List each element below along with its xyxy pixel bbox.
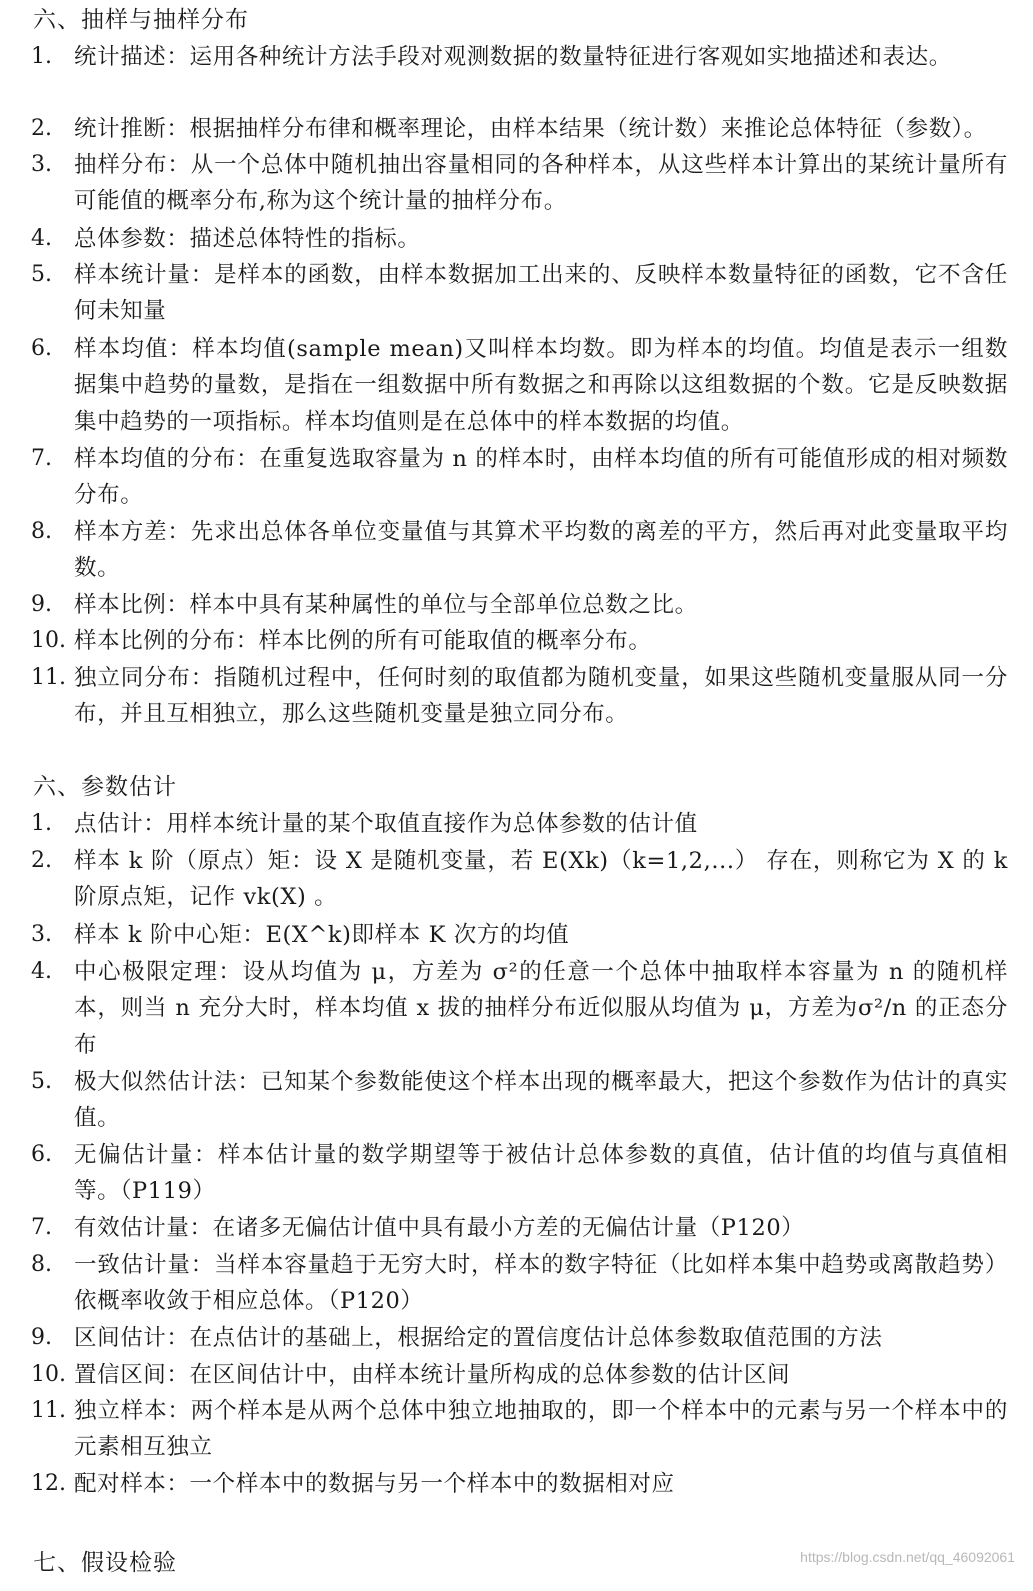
- item-number: 12.: [31, 1471, 66, 1496]
- item-text: 统计推断：根据抽样分布律和概率理论，由样本结果（统计数）来推论总体特征（参数）。: [74, 116, 987, 142]
- item-number: 3.: [31, 152, 52, 177]
- item-number: 7.: [31, 1215, 52, 1240]
- section-title-estimation: 六、参数估计: [33, 774, 177, 800]
- item-number: 2.: [31, 116, 52, 141]
- section-title-sampling: 六、抽样与抽样分布: [33, 7, 249, 33]
- item-text: 样本 k 阶（原点）矩：设 X 是随机变量，若 E(Xk)（k=1,2,...） 存在，则称它为 X 的 k 阶原点矩，记作 vk(X) 。: [74, 848, 1008, 911]
- item-number: 2.: [31, 848, 52, 873]
- section-title-hypothesis: 七、假设检验: [33, 1550, 177, 1576]
- item-text: 中心极限定理：设从均值为 μ，方差为 σ²的任意一个总体中抽取样本容量为 n 的随机样本，则当 n 充分大时，样本均值 x 拔的抽样分布近似服从均值为 μ，方差为σ²/n 的正态分布: [74, 959, 1008, 1058]
- item-number: 10.: [31, 1362, 66, 1387]
- item-number: 9.: [31, 1325, 52, 1350]
- item-text: 置信区间：在区间估计中，由样本统计量所构成的总体参数的估计区间: [74, 1362, 791, 1388]
- item-text: 样本统计量：是样本的函数，由样本数据加工出来的、反映样本数量特征的函数，它不含任何未知量: [74, 262, 1008, 325]
- item-number: 5.: [31, 262, 52, 287]
- item-number: 8.: [31, 1252, 52, 1277]
- item-number: 1.: [31, 44, 52, 69]
- item-text: 样本 k 阶中心矩：E(X^k)即样本 K 次方的均值: [74, 922, 570, 948]
- item-text: 极大似然估计法：已知某个参数能使这个样本出现的概率最大，把这个参数作为估计的真实值。: [74, 1069, 1008, 1132]
- item-text: 样本比例：样本中具有某种属性的单位与全部单位总数之比。: [74, 592, 698, 618]
- item-text: 独立同分布：指随机过程中，任何时刻的取值都为随机变量，如果这些随机变量服从同一分布，并且互相独立，那么这些随机变量是独立同分布。: [74, 665, 1008, 728]
- item-text: 统计描述：运用各种统计方法手段对观测数据的数量特征进行客观如实地描述和表达。: [74, 44, 952, 70]
- watermark: https://blog.csdn.net/qq_46092061: [800, 1549, 1015, 1565]
- item-number: 9.: [31, 592, 52, 617]
- item-number: 6.: [31, 336, 52, 361]
- item-number: 10.: [31, 628, 66, 653]
- item-text: 样本方差：先求出总体各单位变量值与其算术平均数的离差的平方，然后再对此变量取平均数。: [74, 519, 1008, 582]
- item-text: 区间估计：在点估计的基础上，根据给定的置信度估计总体参数取值范围的方法: [74, 1325, 883, 1351]
- item-text: 点估计：用样本统计量的某个取值直接作为总体参数的估计值: [74, 811, 698, 837]
- item-number: 4.: [31, 226, 52, 251]
- item-number: 5.: [31, 1069, 52, 1094]
- item-text: 有效估计量：在诸多无偏估计值中具有最小方差的无偏估计量（P120）: [74, 1215, 805, 1241]
- item-text: 一致估计量：当样本容量趋于无穷大时，样本的数字特征（比如样本集中趋势或离散趋势）依概率收敛于相应总体。（P120）: [74, 1252, 1008, 1315]
- item-number: 8.: [31, 519, 52, 544]
- item-number: 6.: [31, 1142, 52, 1167]
- item-number: 1.: [31, 811, 52, 836]
- item-text: 抽样分布：从一个总体中随机抽出容量相同的各种样本，从这些样本计算出的某统计量所有可能值的概率分布,称为这个统计量的抽样分布。: [74, 152, 1008, 215]
- item-text: 样本均值的分布：在重复选取容量为 n 的样本时，由样本均值的所有可能值形成的相对频数分布。: [74, 446, 1008, 509]
- item-text: 无偏估计量：样本估计量的数学期望等于被估计总体参数的真值，估计值的均值与真值相等。（P119）: [74, 1142, 1008, 1205]
- item-text: 样本比例的分布：样本比例的所有可能取值的概率分布。: [74, 628, 652, 654]
- item-number: 3.: [31, 922, 52, 947]
- item-number: 4.: [31, 959, 52, 984]
- item-number: 11.: [31, 665, 66, 690]
- item-text: 独立样本：两个样本是从两个总体中独立地抽取的，即一个样本中的元素与另一个样本中的元素相互独立: [74, 1398, 1008, 1461]
- item-text: 总体参数：描述总体特性的指标。: [74, 226, 421, 252]
- item-number: 11.: [31, 1398, 66, 1423]
- item-number: 7.: [31, 446, 52, 471]
- item-text: 配对样本：一个样本中的数据与另一个样本中的数据相对应: [74, 1471, 675, 1497]
- item-text: 样本均值：样本均值(sample mean)又叫样本均数。即为样本的均值。均值是表示一组数据集中趋势的量数，是指在一组数据中所有数据之和再除以这组数据的个数。它是反映数据集中趋势的一项指标。样本均值则是在总体中的样本数据的均值。: [74, 336, 1008, 435]
